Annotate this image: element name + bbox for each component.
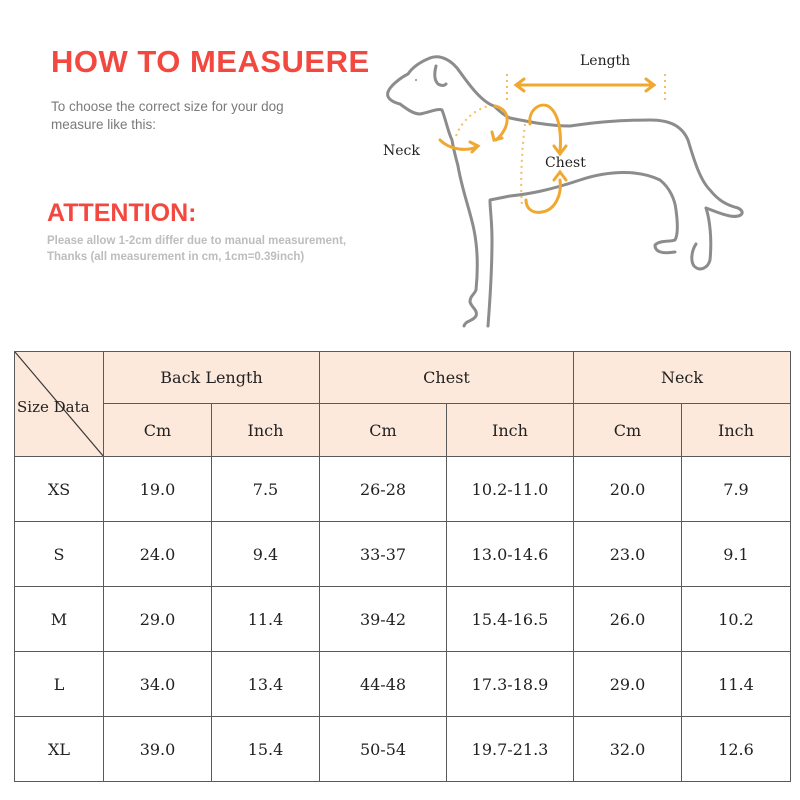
back-inch-cell: 7.5 — [212, 457, 320, 522]
back-cm-cell: 39.0 — [104, 717, 212, 782]
table-row — [15, 587, 791, 652]
chest-label: Chest — [545, 155, 586, 171]
chest-cm-cell: 33-37 — [320, 522, 447, 587]
dog-outline-icon — [370, 40, 770, 330]
neck-inch-cell: 9.1 — [682, 522, 791, 587]
unit-header-back-inch: Inch — [212, 404, 320, 457]
unit-header-chest-cm: Cm — [320, 404, 447, 457]
back-cm-cell: 34.0 — [104, 652, 212, 717]
page-title: HOW TO MEASUERE — [51, 44, 370, 79]
neck-cm-cell: 29.0 — [574, 652, 682, 717]
group-header-chest: Chest — [320, 352, 574, 404]
back-cm-cell: 29.0 — [104, 587, 212, 652]
size-chart-table — [14, 351, 791, 782]
table-row — [15, 717, 791, 782]
instructions — [51, 98, 351, 134]
back-inch-cell: 9.4 — [212, 522, 320, 587]
unit-header-chest-inch: Inch — [447, 404, 574, 457]
unit-header-back-cm: Cm — [104, 404, 212, 457]
chest-cm-cell: 44-48 — [320, 652, 447, 717]
chest-inch-cell: 19.7-21.3 — [447, 717, 574, 782]
neck-label: Neck — [383, 143, 420, 159]
back-inch-cell: 13.4 — [212, 652, 320, 717]
size-cell: S — [15, 522, 104, 587]
unit-header-neck-inch: Inch — [682, 404, 791, 457]
corner-label: Size Data — [17, 398, 90, 416]
group-header-back-length: Back Length — [104, 352, 320, 404]
back-inch-cell: 11.4 — [212, 587, 320, 652]
size-data-corner-header — [15, 352, 104, 457]
neck-inch-cell: 7.9 — [682, 457, 791, 522]
neck-cm-cell: 20.0 — [574, 457, 682, 522]
neck-cm-cell: 23.0 — [574, 522, 682, 587]
neck-cm-cell: 32.0 — [574, 717, 682, 782]
neck-inch-cell: 12.6 — [682, 717, 791, 782]
neck-inch-cell: 10.2 — [682, 587, 791, 652]
back-cm-cell: 19.0 — [104, 457, 212, 522]
attention-note-line-1: Please allow 1-2cm differ due to manual measurement, — [47, 235, 347, 247]
unit-header-neck-cm: Cm — [574, 404, 682, 457]
chest-inch-cell: 15.4-16.5 — [447, 587, 574, 652]
dog-measurement-diagram — [370, 40, 770, 330]
instructions-line-1: To choose the correct size for your dog — [51, 99, 284, 114]
instructions-line-2: measure like this: — [51, 117, 157, 132]
table-row — [15, 652, 791, 717]
size-cell: M — [15, 587, 104, 652]
neck-inch-cell: 11.4 — [682, 652, 791, 717]
size-cell: L — [15, 652, 104, 717]
length-label: Length — [580, 53, 631, 69]
chest-inch-cell: 17.3-18.9 — [447, 652, 574, 717]
size-cell: XS — [15, 457, 104, 522]
chest-cm-cell: 50-54 — [320, 717, 447, 782]
chest-inch-cell: 10.2-11.0 — [447, 457, 574, 522]
size-cell: XL — [15, 717, 104, 782]
attention-heading: ATTENTION: — [47, 199, 197, 227]
attention-note-line-2: Thanks (all measurement in cm, 1cm=0.39inch) — [47, 251, 305, 263]
chest-cm-cell: 39-42 — [320, 587, 447, 652]
back-cm-cell: 24.0 — [104, 522, 212, 587]
attention-note — [47, 233, 346, 265]
chest-inch-cell: 13.0-14.6 — [447, 522, 574, 587]
group-header-neck: Neck — [574, 352, 791, 404]
table-row — [15, 457, 791, 522]
back-inch-cell: 15.4 — [212, 717, 320, 782]
table-row — [15, 522, 791, 587]
neck-cm-cell: 26.0 — [574, 587, 682, 652]
chest-cm-cell: 26-28 — [320, 457, 447, 522]
